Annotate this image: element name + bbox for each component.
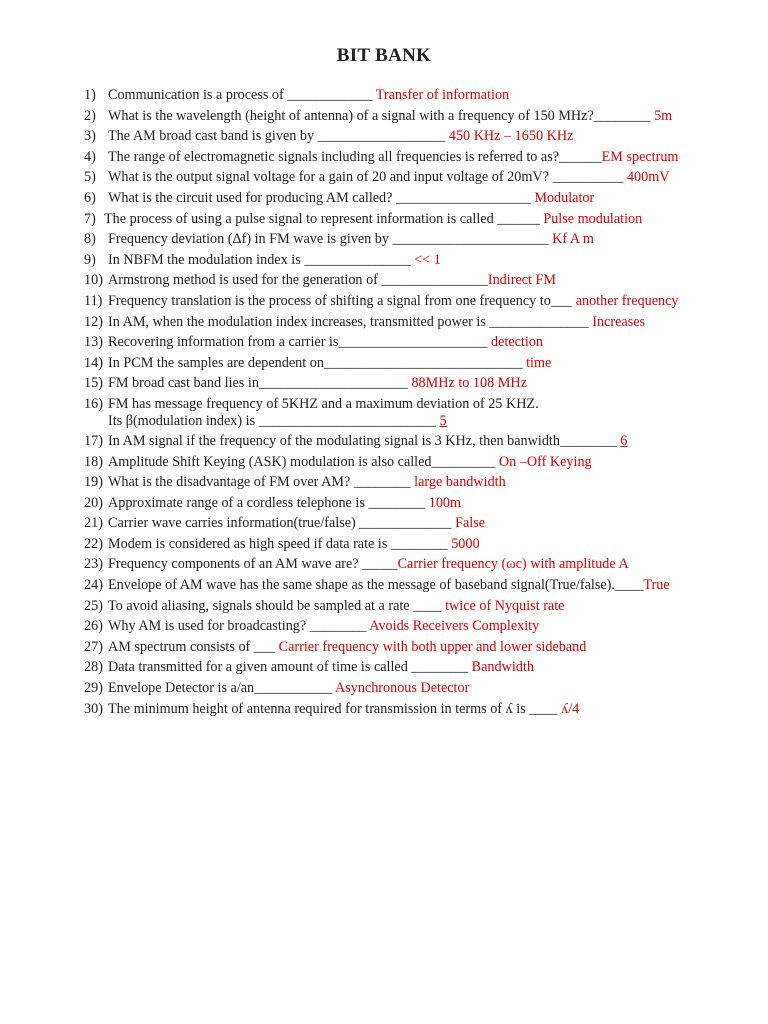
answer-text: 100m xyxy=(428,494,462,511)
question-text-wrap xyxy=(108,452,592,473)
question-number: 10) xyxy=(84,272,103,289)
question-text: FM broad cast band lies in_____________________ xyxy=(108,375,412,392)
question-text-wrap xyxy=(108,332,543,353)
answer-text: Pulse modulation xyxy=(543,210,643,227)
answer-text: large bandwidth xyxy=(414,474,506,491)
question-text-wrap xyxy=(108,431,627,452)
question-text-wrap xyxy=(108,229,594,250)
page-title: BIT BANK xyxy=(336,45,432,66)
question-list xyxy=(0,85,768,719)
answer-text: another frequency xyxy=(575,292,679,309)
question-text: Why AM is used for broadcasting? ________ xyxy=(108,618,370,635)
question-item xyxy=(0,431,768,452)
answer-text: EM spectrum xyxy=(601,148,679,165)
question-item xyxy=(0,394,768,431)
question-item xyxy=(0,188,768,209)
answer-text: Transfer of information xyxy=(375,87,510,103)
question-text: In AM signal if the frequency of the modulating signal is 3 KHz, then banwidth________ xyxy=(108,432,621,449)
question-text: FM has message frequency of 5KHZ and a maximum deviation of 25 KHZ. xyxy=(108,395,539,412)
question-text: Frequency components of an AM wave are? _____ xyxy=(108,556,398,573)
question-text-wrap xyxy=(108,106,672,127)
question-number: 9) xyxy=(84,251,96,268)
question-text: The process of using a pulse signal to represent information is called ______ xyxy=(104,210,544,227)
answer-text: twice of Nyquist rate xyxy=(445,597,565,614)
question-number: 4) xyxy=(84,148,96,165)
question-text: What is the output signal voltage for a gain of 20 and input voltage of 20mV? __________ xyxy=(108,169,627,186)
answer-text: Asynchronous Detector xyxy=(334,680,470,697)
answer-text: True xyxy=(643,577,670,594)
question-text: Envelope of AM wave has the same shape as the message of baseband signal(True/false).____ xyxy=(108,577,644,594)
answer-text: 6 xyxy=(620,432,628,449)
question-text: Approximate range of a cordless telephone is ________ xyxy=(108,494,429,511)
question-number: 8) xyxy=(84,231,96,248)
question-item xyxy=(0,373,768,394)
answer-text: On –Off Keying xyxy=(498,453,592,470)
question-item xyxy=(0,353,768,374)
answer-text: time xyxy=(526,354,552,371)
answer-text: Kf A m xyxy=(552,231,594,248)
question-text: Amplitude Shift Keying (ASK) modulation is also called_________ xyxy=(108,453,499,470)
question-text-wrap xyxy=(108,534,480,555)
question-number: 22) xyxy=(84,535,103,552)
question-text: Armstrong method is used for the generation of _______________ xyxy=(108,272,488,289)
question-item xyxy=(0,616,768,637)
question-text: Modem is considered as high speed if data rate is ________ xyxy=(108,535,452,552)
answer-text: 88MHz to 108 MHz xyxy=(411,375,527,392)
question-text-wrap xyxy=(108,188,594,209)
question-text: AM spectrum consists of ___ xyxy=(108,638,279,655)
question-text-wrap xyxy=(108,250,441,271)
question-item xyxy=(0,270,768,291)
answer-text: << 1 xyxy=(414,251,441,268)
question-text-wrap xyxy=(108,167,670,188)
question-item xyxy=(0,554,768,575)
answer-text: Avoids Receivers Complexity xyxy=(369,618,540,635)
question-item xyxy=(0,106,768,127)
question-text: Frequency deviation (Δf) in FM wave is given by ______________________ xyxy=(108,231,553,248)
question-text: What is the circuit used for producing AM called? ___________________ xyxy=(108,189,535,206)
answer-text: 5m xyxy=(654,107,673,124)
question-text: What is the wavelength (height of antenna) of a signal with a frequency of 150 MHz?________ xyxy=(108,107,655,124)
answer-text: detection xyxy=(490,334,543,351)
question-item xyxy=(0,332,768,353)
question-text-wrap xyxy=(108,493,461,514)
question-item xyxy=(0,209,768,230)
question-number: 16) xyxy=(84,395,103,412)
question-text-wrap xyxy=(108,699,579,720)
question-number: 30) xyxy=(84,700,103,717)
question-text: Envelope Detector is a/an___________ xyxy=(108,680,335,697)
question-text: In AM, when the modulation index increases, transmitted power is ______________ xyxy=(108,313,593,330)
question-text-wrap xyxy=(104,209,642,230)
question-number: 2) xyxy=(84,107,96,124)
question-text-wrap xyxy=(108,637,586,658)
question-number: 15) xyxy=(84,375,103,392)
question-item xyxy=(0,452,768,473)
question-number: 27) xyxy=(84,638,103,655)
question-text-wrap xyxy=(108,312,645,333)
question-number: 23) xyxy=(84,556,103,573)
question-text-wrap xyxy=(108,513,485,534)
question-number: 29) xyxy=(84,680,103,697)
question-number: 12) xyxy=(84,313,103,330)
question-number: 26) xyxy=(84,618,103,635)
question-text-wrap xyxy=(108,373,527,394)
question-text-wrap xyxy=(108,657,534,678)
question-text: The AM broad cast band is given by __________________ xyxy=(108,128,449,145)
question-item xyxy=(0,229,768,250)
question-item xyxy=(0,85,768,106)
question-item xyxy=(0,657,768,678)
question-text: Recovering information from a carrier is_____________________ xyxy=(108,334,491,351)
question-text: In PCM the samples are dependent on____________________________ xyxy=(108,354,527,371)
question-number: 18) xyxy=(84,453,103,470)
question-text-wrap xyxy=(108,85,509,106)
question-text: To avoid aliasing, signals should be sampled at a rate ____ xyxy=(108,597,446,614)
question-item xyxy=(0,291,768,312)
question-item xyxy=(0,167,768,188)
question-number: 17) xyxy=(84,432,103,449)
question-number: 11) xyxy=(84,292,103,309)
question-text-wrap xyxy=(108,411,447,432)
question-item xyxy=(0,699,768,720)
question-text-wrap xyxy=(108,678,469,699)
question-text-wrap xyxy=(108,147,678,168)
question-number: 5) xyxy=(84,169,96,186)
answer-text: Bandwidth xyxy=(471,659,534,676)
question-text: Data transmitted for a given amount of time is called ________ xyxy=(108,659,472,676)
answer-text: 450 KHz – 1650 KHz xyxy=(448,128,574,145)
question-item xyxy=(0,312,768,333)
question-text: The range of electromagnetic signals including all frequencies is referred to as?______ xyxy=(108,148,602,165)
question-item xyxy=(0,513,768,534)
question-item xyxy=(0,637,768,658)
question-text-wrap xyxy=(108,575,670,596)
question-number: 24) xyxy=(84,577,103,594)
question-item xyxy=(0,596,768,617)
question-text-wrap xyxy=(108,554,629,575)
question-number: 14) xyxy=(84,354,103,371)
answer-text: Increases xyxy=(592,313,646,330)
question-number: 25) xyxy=(84,597,103,614)
question-text-wrap xyxy=(108,270,556,291)
answer-text: Carrier frequency (ωc) with amplitude A xyxy=(397,556,629,573)
answer-text: Indirect FM xyxy=(487,272,557,289)
question-text: Carrier wave carries information(true/false) _____________ xyxy=(108,515,456,532)
question-item xyxy=(0,147,768,168)
question-item xyxy=(0,534,768,555)
question-text-wrap xyxy=(108,472,506,493)
answer-text: ʎ/4 xyxy=(561,700,580,717)
question-text: The minimum height of antenna required for transmission in terms of ʎ is ____ xyxy=(108,700,562,717)
question-text: Frequency translation is the process of shifting a signal from one frequency to___ xyxy=(108,292,576,309)
question-item xyxy=(0,126,768,147)
question-number: 28) xyxy=(84,659,103,676)
question-text-wrap xyxy=(108,596,564,617)
answer-text: 5000 xyxy=(451,535,480,552)
answer-text: 5 xyxy=(439,412,447,429)
question-text: What is the disadvantage of FM over AM? ________ xyxy=(108,474,415,491)
question-text-line2: Its β(modulation index) is _________________________ xyxy=(108,412,440,429)
question-number: 21) xyxy=(84,515,103,532)
answer-text: Carrier frequency with both upper and lower sideband xyxy=(278,638,587,655)
answer-text: Modulator xyxy=(534,189,595,206)
question-item xyxy=(0,472,768,493)
question-number: 1) xyxy=(84,87,96,103)
question-number: 3) xyxy=(84,128,96,145)
question-text-wrap xyxy=(108,353,551,374)
question-item xyxy=(0,575,768,596)
answer-text: 400mV xyxy=(626,169,670,186)
question-text-wrap xyxy=(108,126,573,147)
question-text-wrap xyxy=(108,291,679,312)
question-number: 7) xyxy=(84,210,96,227)
question-item xyxy=(0,493,768,514)
question-number: 6) xyxy=(84,189,96,206)
question-item xyxy=(0,250,768,271)
question-number: 13) xyxy=(84,334,103,351)
question-number: 19) xyxy=(84,474,103,491)
question-text: Communication is a process of ____________ xyxy=(108,87,376,103)
answer-text: False xyxy=(455,515,486,532)
question-text-wrap xyxy=(108,616,539,637)
question-text: In NBFM the modulation index is _______________ xyxy=(108,251,415,268)
question-item xyxy=(0,678,768,699)
question-number: 20) xyxy=(84,494,103,511)
